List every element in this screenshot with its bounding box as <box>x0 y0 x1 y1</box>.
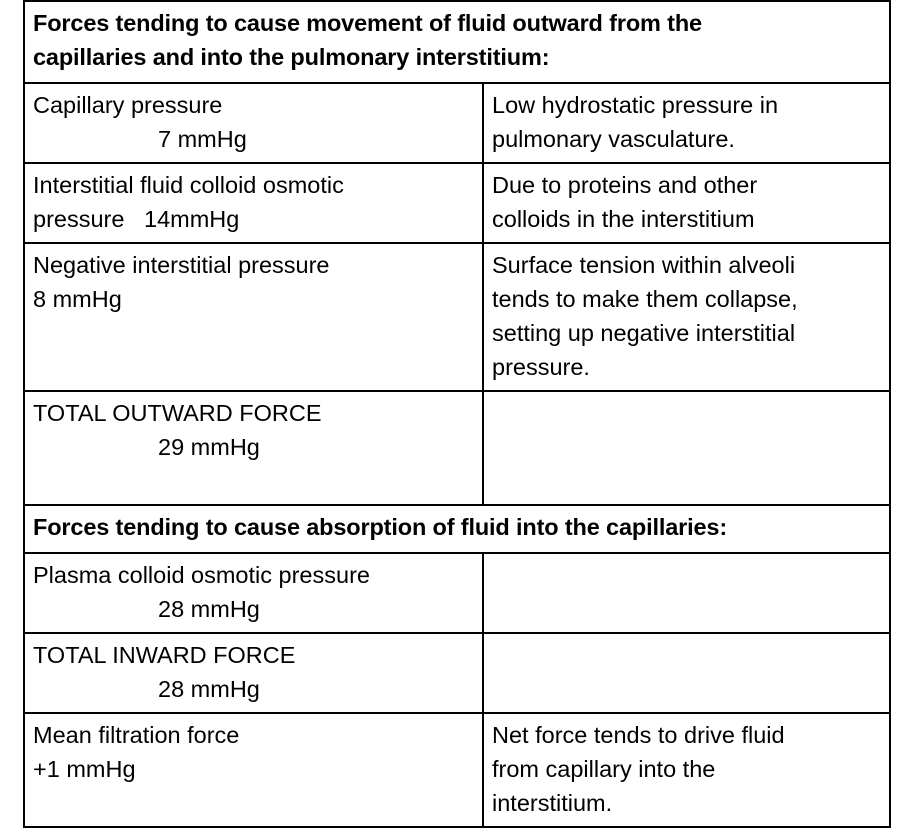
table-row <box>24 391 890 505</box>
table-row <box>24 713 890 827</box>
cell-line: from capillary into the <box>492 756 716 782</box>
explanation-cell-empty <box>483 553 890 633</box>
cell-line: Forces tending to cause absorption of fluid into the capillaries: <box>33 514 728 540</box>
explanation-cell <box>483 83 890 163</box>
explanation-cell-empty <box>483 391 890 505</box>
force-cell <box>24 83 483 163</box>
cell-line: 7 mmHg <box>158 126 247 152</box>
explanation-cell-empty <box>483 633 890 713</box>
cell-line: +1 mmHg <box>33 756 136 782</box>
cell-line: 28 mmHg <box>158 596 260 622</box>
cell-line: pressure 14mmHg <box>33 206 240 232</box>
table-row <box>24 243 890 391</box>
cell-line: Forces tending to cause movement of fluid outward from the <box>33 10 702 36</box>
table-section-header-row <box>24 1 890 83</box>
cell-line: interstitium. <box>492 790 613 816</box>
section-header-cell <box>24 1 890 83</box>
table-section-header-row <box>24 505 890 553</box>
table-row <box>24 633 890 713</box>
starling-forces-table <box>23 0 891 828</box>
cell-line: 8 mmHg <box>33 286 122 312</box>
force-cell <box>24 553 483 633</box>
cell-line: Mean filtration force <box>33 722 240 748</box>
force-cell <box>24 243 483 391</box>
cell-line: pulmonary vasculature. <box>492 126 735 152</box>
cell-line: TOTAL INWARD FORCE <box>33 642 296 668</box>
table-row <box>24 163 890 243</box>
cell-line: Surface tension within alveoli <box>492 252 796 278</box>
force-cell <box>24 713 483 827</box>
cell-line: 28 mmHg <box>158 676 260 702</box>
cell-line: pressure. <box>492 354 590 380</box>
explanation-cell <box>483 243 890 391</box>
cell-line: Interstitial fluid colloid osmotic <box>33 172 344 198</box>
cell-line: colloids in the interstitium <box>492 206 755 232</box>
cell-line: capillaries and into the pulmonary interstitium: <box>33 44 550 70</box>
explanation-cell <box>483 713 890 827</box>
cell-line <box>33 464 474 498</box>
cell-line: Plasma colloid osmotic pressure <box>33 562 370 588</box>
section-header-cell <box>24 505 890 553</box>
table-row <box>24 553 890 633</box>
table-body <box>24 1 890 827</box>
force-cell <box>24 391 483 505</box>
cell-line: Negative interstitial pressure <box>33 252 330 278</box>
table-row <box>24 83 890 163</box>
cell-line: 29 mmHg <box>158 434 260 460</box>
cell-line: Low hydrostatic pressure in <box>492 92 779 118</box>
force-cell <box>24 633 483 713</box>
cell-line: setting up negative interstitial <box>492 320 796 346</box>
cell-line: TOTAL OUTWARD FORCE <box>33 400 322 426</box>
force-cell <box>24 163 483 243</box>
cell-line: tends to make them collapse, <box>492 286 798 312</box>
explanation-cell <box>483 163 890 243</box>
cell-line: Capillary pressure <box>33 92 223 118</box>
cell-line: Net force tends to drive fluid <box>492 722 785 748</box>
cell-line: Due to proteins and other <box>492 172 758 198</box>
